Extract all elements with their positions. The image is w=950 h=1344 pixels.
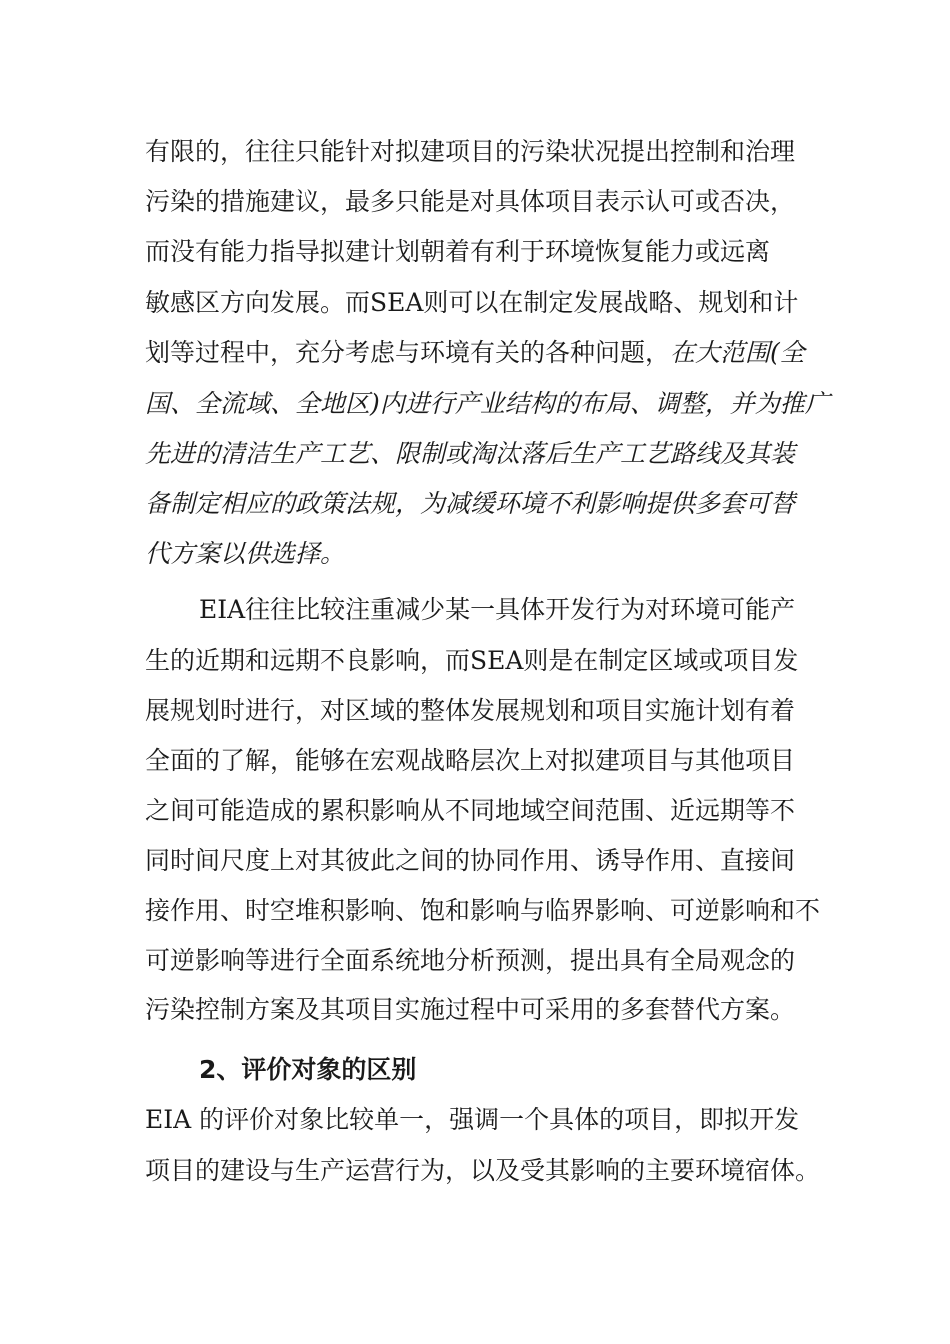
paragraph-1-line-5-italic: 在大范围(全: [670, 338, 805, 367]
paragraph-2-line-4: 全面的了解，能够在宏观战略层次上对拟建项目与其他项目: [145, 746, 796, 775]
paragraph-1-line-8: 备制定相应的政策法规，为减缓环境不利影响提供多套可替: [145, 489, 796, 518]
paragraph-1-line-2: 污染的措施建议，最多只能是对具体项目表示认可或否决，: [145, 187, 796, 216]
section-heading: 2、评价对象的区别: [199, 1055, 417, 1084]
paragraph-1-line-5: [145, 338, 805, 368]
paragraph-2-line-3: 展规划时进行，对区域的整体发展规划和项目实施计划有着: [145, 696, 796, 725]
paragraph-2-line-9: 污染控制方案及其项目实施过程中可采用的多套替代方案。: [145, 995, 796, 1024]
paragraph-1-line-3: 而没有能力指导拟建计划朝着有利于环境恢复能力或远离: [145, 237, 771, 266]
paragraph-1-line-5-normal: 划等过程中，充分考虑与环境有关的各种问题，: [145, 338, 671, 367]
paragraph-3-line-2: 项目的建设与生产运营行为，以及受其影响的主要环境宿体。: [145, 1156, 821, 1185]
paragraph-3-line-1: EIA 的评价对象比较单一，强调一个具体的项目，即拟开发: [145, 1105, 800, 1134]
paragraph-1-line-1: 有限的，往往只能针对拟建项目的污染状况提出控制和治理: [145, 137, 796, 166]
paragraph-2-line-2: 生的近期和远期不良影响，而SEA则是在制定区域或项目发: [145, 646, 799, 675]
paragraph-1-line-6: 国、全流域、全地区)内进行产业结构的布局、调整，并为推广: [145, 389, 830, 418]
paragraph-2-line-6: 同时间尺度上对其彼此之间的协同作用、诱导作用、直接间: [145, 846, 796, 875]
paragraph-1-line-4: 敏感区方向发展。而SEA则可以在制定发展战略、规划和计: [145, 288, 799, 317]
paragraph-1-line-7: 先进的清洁生产工艺、限制或淘汰落后生产工艺路线及其装: [145, 439, 796, 468]
paragraph-2-line-7: 接作用、时空堆积影响、饱和影响与临界影响、可逆影响和不: [145, 896, 821, 925]
paragraph-2-line-1: EIA往往比较注重减少某一具体开发行为对环境可能产: [199, 595, 796, 624]
paragraph-2-line-8: 可逆影响等进行全面系统地分析预测，提出具有全局观念的: [145, 946, 796, 975]
paragraph-1-line-9: 代方案以供选择。: [145, 539, 346, 568]
paragraph-2-line-5: 之间可能造成的累积影响从不同地域空间范围、近远期等不: [145, 796, 796, 825]
